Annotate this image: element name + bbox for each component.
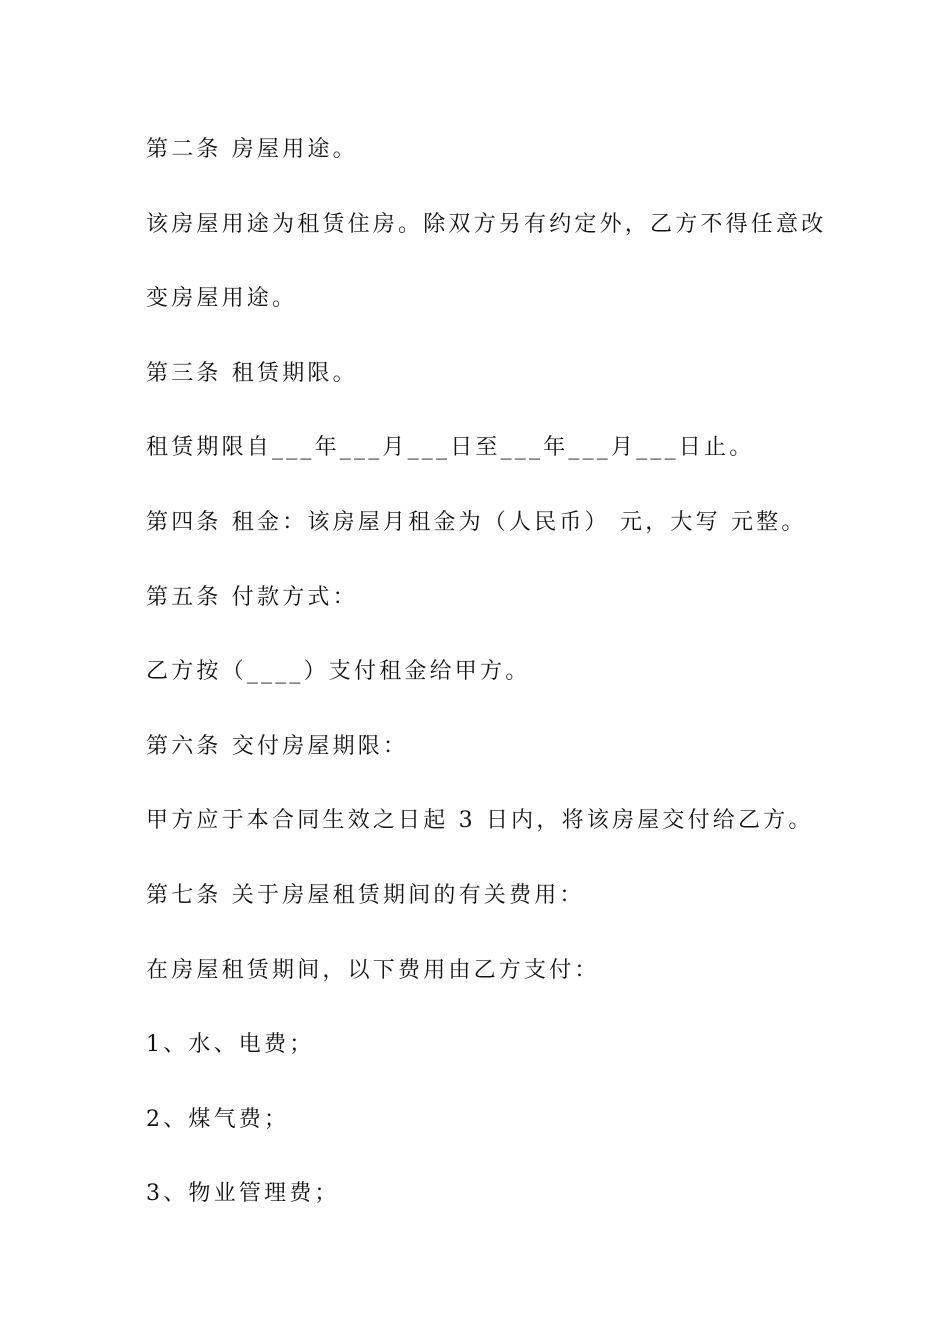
article-2-text-line-2: 变房屋用途。 [146, 286, 298, 312]
article-2-heading: 第二条 房屋用途。 [146, 137, 358, 162]
article-3-heading: 第三条 租赁期限。 [146, 360, 358, 386]
article-3-text: 租赁期限自___年___月___日至___年___月___日止。 [146, 435, 755, 461]
article-5-text: 乙方按（____）支付租金给甲方。 [146, 659, 531, 685]
article-7-text: 在房屋租赁期间，以下费用由乙方支付： [146, 957, 600, 983]
fee-item-2: 2、煤气费； [146, 1106, 290, 1132]
document-body [146, 130, 826, 1249]
article-7-heading: 第七条 关于房屋租赁期间的有关费用： [146, 882, 585, 908]
article-6-text: 甲方应于本合同生效之日起 3 日内，将该房屋交付给乙方。 [146, 808, 814, 834]
article-6-heading: 第六条 交付房屋期限： [146, 733, 409, 759]
fee-item-1: 1、水、电费； [146, 1032, 315, 1058]
article-2-text-line-1: 该房屋用途为租赁住房。除双方另有约定外，乙方不得任意改 [146, 211, 827, 237]
fee-item-3: 3、物业管理费； [146, 1181, 340, 1207]
article-4-text: 第四条 租金：该房屋月租金为（人民币） 元，大写 元整。 [146, 509, 807, 535]
article-5-heading: 第五条 付款方式： [146, 584, 358, 610]
